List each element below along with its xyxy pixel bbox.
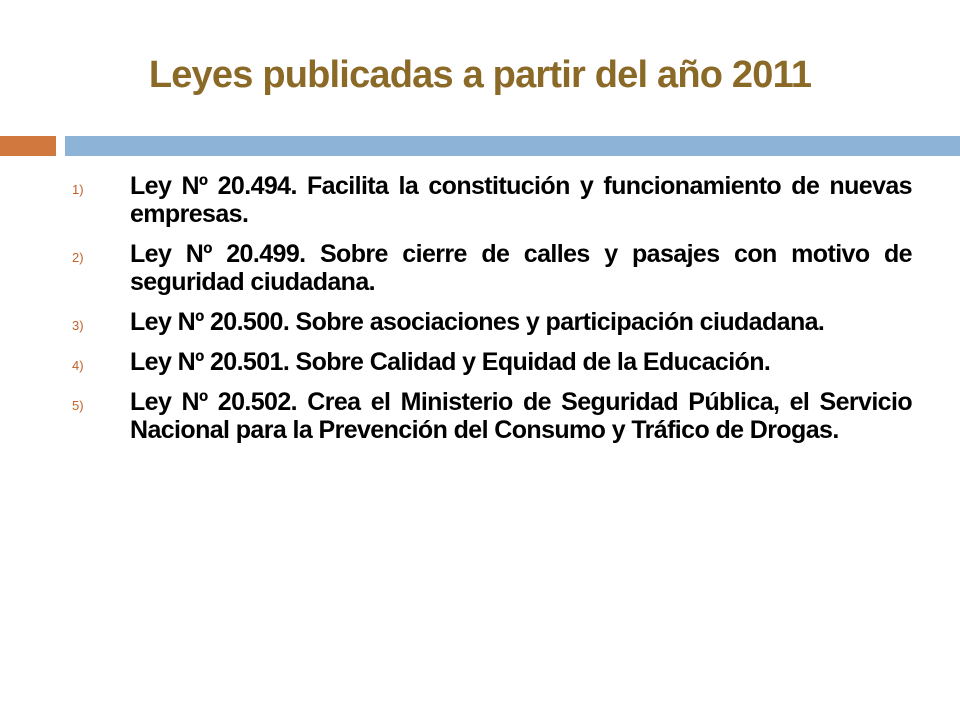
- accent-bar-blue: [65, 136, 960, 156]
- list-item-text: Ley Nº 20.502. Crea el Ministerio de Seguridad Pública, el Servicio Nacional para la Prevención del Consumo y Tráfico de Drogas.: [130, 388, 912, 444]
- slide-title: Leyes publicadas a partir del año 2011: [148, 54, 812, 96]
- list-item: [72, 388, 912, 444]
- accent-bar-orange: [0, 136, 56, 156]
- list-item: [72, 240, 912, 296]
- list-item-number: 3): [72, 318, 84, 333]
- law-list: [72, 172, 912, 456]
- list-item-number: 1): [72, 182, 84, 197]
- list-item-text: Ley Nº 20.501. Sobre Calidad y Equidad de la Educación.: [130, 348, 771, 376]
- list-item: [72, 308, 912, 336]
- list-item-number: 5): [72, 398, 84, 413]
- list-item: [72, 172, 912, 228]
- list-item: [72, 348, 912, 376]
- list-item-number: 4): [72, 358, 84, 373]
- list-item-number: 2): [72, 250, 84, 265]
- list-item-text: Ley Nº 20.494. Facilita la constitución y funcionamiento de nuevas empresas.: [130, 172, 912, 228]
- list-item-text: Ley Nº 20.499. Sobre cierre de calles y pasajes con motivo de seguridad ciudadana.: [130, 240, 912, 296]
- list-item-text: Ley Nº 20.500. Sobre asociaciones y participación ciudadana.: [130, 308, 825, 336]
